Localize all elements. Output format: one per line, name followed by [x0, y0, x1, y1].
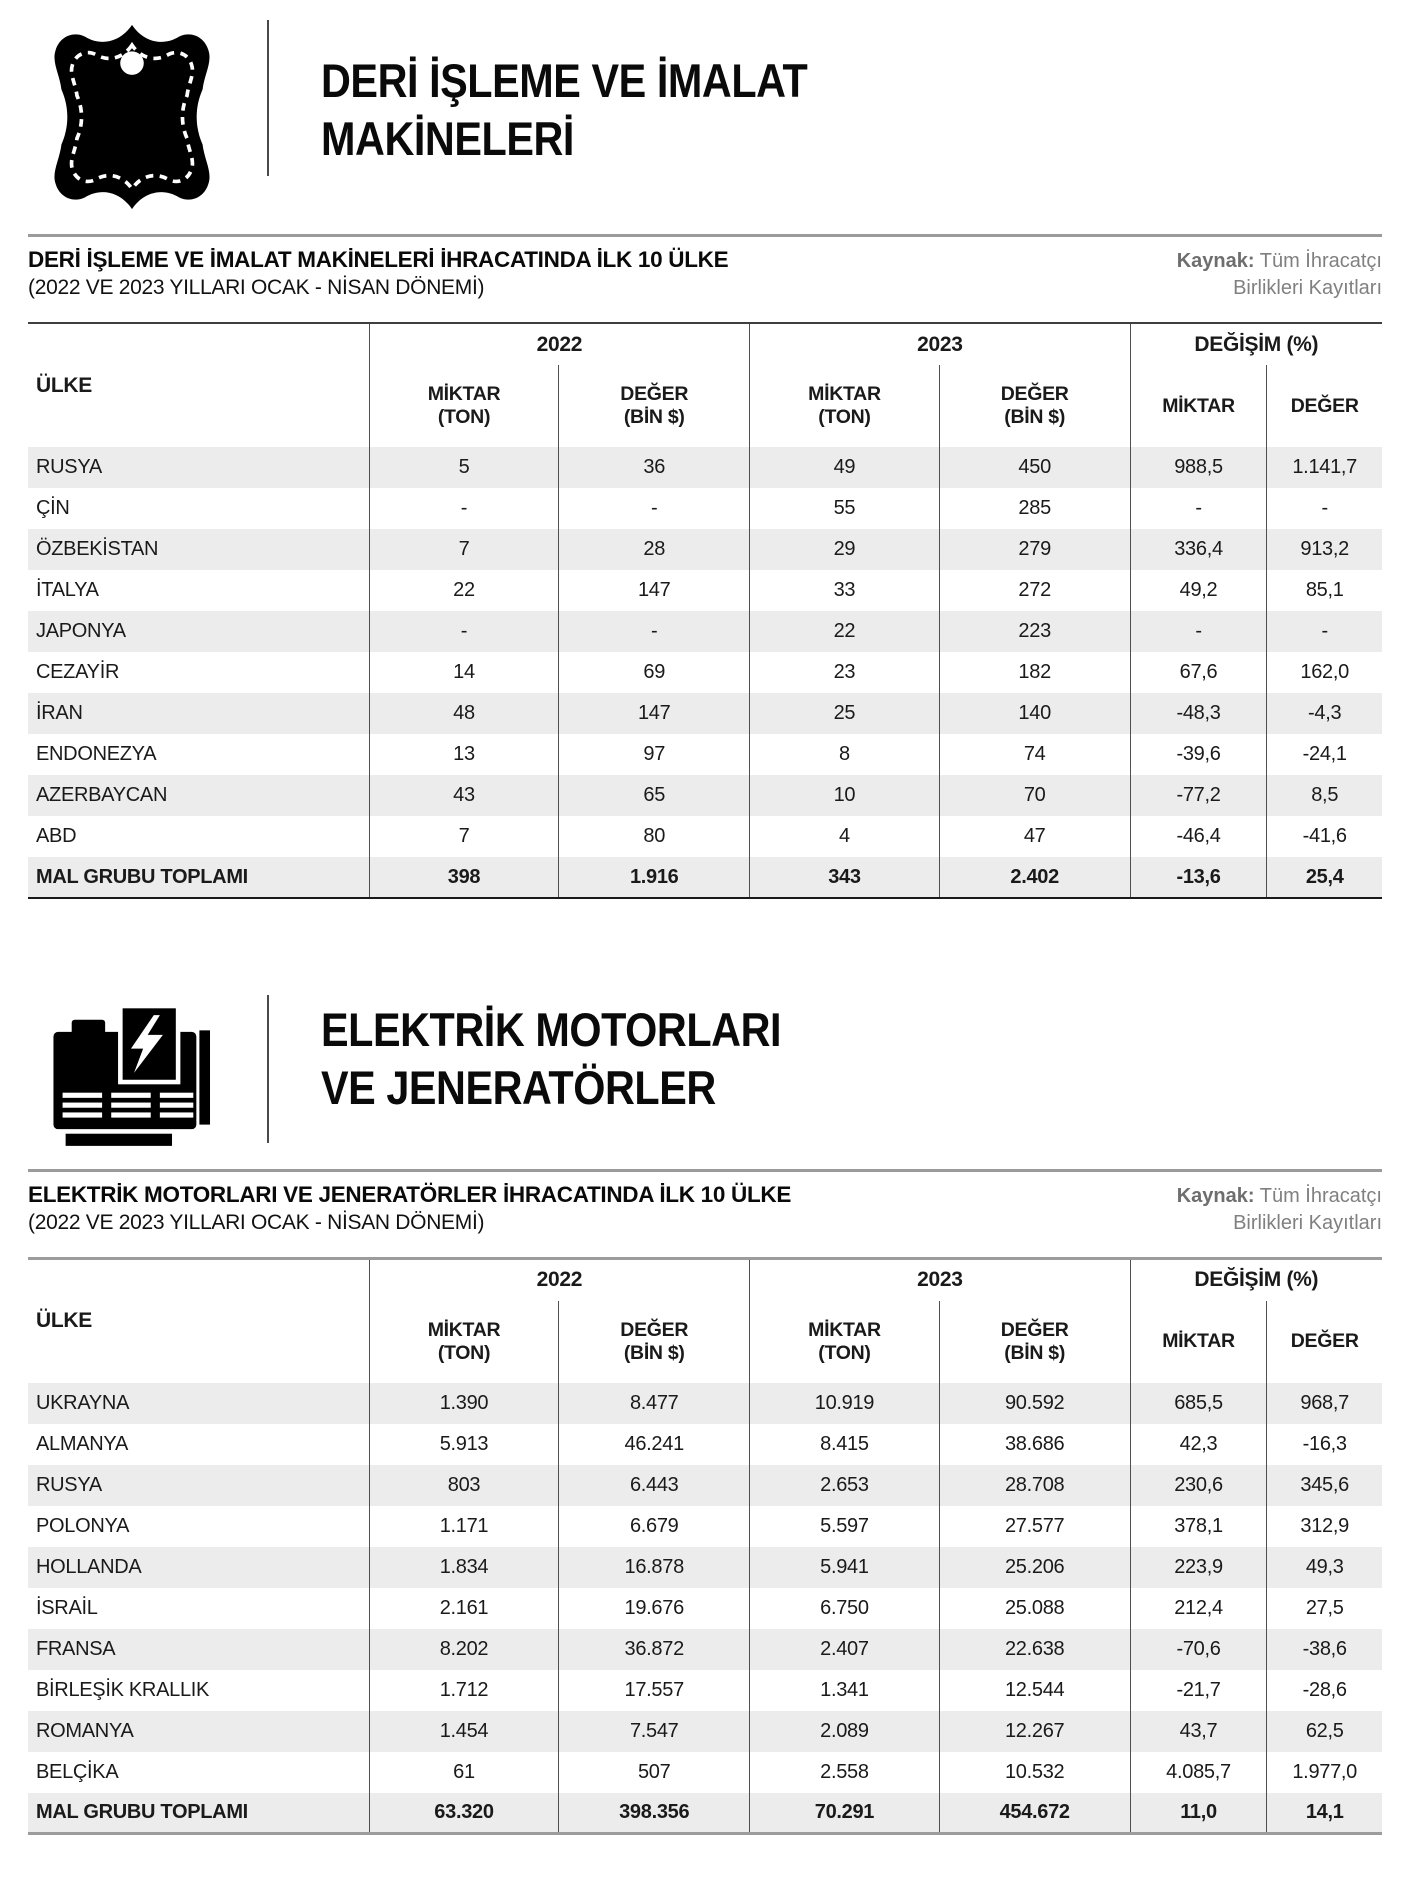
value-cell: 2.407 — [750, 1629, 940, 1670]
divider — [267, 20, 269, 176]
source-label: Kaynak: — [1176, 250, 1255, 272]
value-cell: 450 — [939, 447, 1130, 488]
table-row — [28, 529, 1382, 570]
value-cell: - — [369, 611, 559, 652]
value-cell: - — [1267, 611, 1382, 652]
value-cell: - — [1267, 488, 1382, 529]
section-title — [321, 1001, 781, 1118]
value-cell: 28.708 — [939, 1465, 1130, 1506]
value-cell: 55 — [750, 488, 940, 529]
value-cell: -70,6 — [1130, 1629, 1267, 1670]
value-cell: 12.267 — [939, 1711, 1130, 1752]
value-cell: 25.206 — [939, 1547, 1130, 1588]
country-cell: MAL GRUBU TOPLAMI — [36, 1800, 248, 1823]
value-cell: 10.919 — [750, 1383, 940, 1424]
table-row — [28, 1465, 1382, 1506]
value-cell: 46.241 — [559, 1424, 750, 1465]
value-cell: 16.878 — [559, 1547, 750, 1588]
value-cell: - — [559, 611, 750, 652]
col-header-2023: 2023 — [750, 1259, 1130, 1301]
value-cell: 2.402 — [939, 857, 1130, 898]
table-row — [28, 734, 1382, 775]
value-cell: 507 — [559, 1752, 750, 1793]
table-row — [28, 1588, 1382, 1629]
horizontal-rule — [28, 1169, 1382, 1172]
value-cell: 147 — [559, 570, 750, 611]
source-line1: Tüm İhracatçı — [1259, 1185, 1382, 1207]
value-cell: 19.676 — [559, 1588, 750, 1629]
source-line1: Tüm İhracatçı — [1259, 250, 1382, 272]
value-cell: 12.544 — [939, 1670, 1130, 1711]
value-cell: 22.638 — [939, 1629, 1130, 1670]
export-table-leather — [28, 322, 1382, 899]
table-title: DERİ İŞLEME VE İMALAT MAKİNELERİ İHRACATINDA İLK 10 ÜLKE — [28, 247, 729, 272]
year-header-row — [28, 1259, 1382, 1301]
value-cell: 312,9 — [1267, 1506, 1382, 1547]
value-cell: 49,3 — [1267, 1547, 1382, 1588]
source-note — [1177, 1181, 1382, 1237]
value-cell: -13,6 — [1130, 857, 1267, 898]
value-cell: 147 — [559, 693, 750, 734]
value-cell: -38,6 — [1267, 1629, 1382, 1670]
value-cell: 62,5 — [1267, 1711, 1382, 1752]
value-cell: 8.477 — [559, 1383, 750, 1424]
value-cell: 49,2 — [1130, 570, 1267, 611]
table-row — [28, 1752, 1382, 1793]
value-cell: 5.597 — [750, 1506, 940, 1547]
value-cell: 223 — [939, 611, 1130, 652]
country-cell: ABD — [36, 825, 77, 847]
value-cell: 17.557 — [559, 1670, 750, 1711]
value-cell: 378,1 — [1130, 1506, 1267, 1547]
value-cell: 80 — [559, 816, 750, 857]
value-cell: 74 — [939, 734, 1130, 775]
col-header-qty-2022: MİKTAR (TON) — [369, 1301, 559, 1383]
value-cell: 29 — [750, 529, 940, 570]
value-cell: 279 — [939, 529, 1130, 570]
value-cell: 36 — [559, 447, 750, 488]
value-cell: 22 — [750, 611, 940, 652]
value-cell: 336,4 — [1130, 529, 1267, 570]
value-cell: 968,7 — [1267, 1383, 1382, 1424]
value-cell: 43 — [369, 775, 559, 816]
col-header-2022: 2022 — [369, 1259, 749, 1301]
country-cell: AZERBAYCAN — [36, 784, 168, 806]
value-cell: 42,3 — [1130, 1424, 1267, 1465]
col-header-val-2023: DEĞER (BİN $) — [939, 1301, 1130, 1383]
table-row — [28, 652, 1382, 693]
country-cell: BELÇİKA — [36, 1760, 119, 1783]
value-cell: 14 — [369, 652, 559, 693]
value-cell: 7 — [369, 529, 559, 570]
country-cell: ÇİN — [36, 497, 70, 519]
value-cell: -16,3 — [1267, 1424, 1382, 1465]
value-cell: 8 — [750, 734, 940, 775]
value-cell: 212,4 — [1130, 1588, 1267, 1629]
value-cell: 13 — [369, 734, 559, 775]
value-cell: 803 — [369, 1465, 559, 1506]
col-header-change: DEĞİŞİM (%) — [1130, 323, 1382, 365]
value-cell: 1.454 — [369, 1711, 559, 1752]
value-cell: 43,7 — [1130, 1711, 1267, 1752]
generator-icon — [28, 989, 233, 1155]
table-row — [28, 1629, 1382, 1670]
country-cell: UKRAYNA — [36, 1391, 130, 1414]
col-header-chg-val: DEĞER — [1267, 1301, 1382, 1383]
value-cell: 1.916 — [559, 857, 750, 898]
source-label: Kaynak: — [1176, 1185, 1255, 1207]
value-cell: 36.872 — [559, 1629, 750, 1670]
value-cell: 48 — [369, 693, 559, 734]
value-cell: 2.653 — [750, 1465, 940, 1506]
section-title-line1: DERİ İŞLEME VE İMALAT — [321, 54, 808, 107]
value-cell: 454.672 — [939, 1793, 1130, 1834]
country-cell: JAPONYA — [36, 620, 126, 642]
col-header-val-2022: DEĞER (BİN $) — [559, 1301, 750, 1383]
value-cell: 988,5 — [1130, 447, 1267, 488]
value-cell: 10.532 — [939, 1752, 1130, 1793]
table-row — [28, 816, 1382, 857]
col-header-qty-2023: MİKTAR (TON) — [750, 1301, 940, 1383]
value-cell: -39,6 — [1130, 734, 1267, 775]
table-row — [28, 1506, 1382, 1547]
source-line2: Birlikleri Kayıtları — [1233, 1212, 1382, 1234]
col-header-chg-qty: MİKTAR — [1130, 365, 1267, 447]
value-cell: -24,1 — [1267, 734, 1382, 775]
table-subtitle: (2022 VE 2023 YILLARI OCAK - NİSAN DÖNEMİ) — [28, 276, 485, 300]
value-cell: 6.443 — [559, 1465, 750, 1506]
country-cell: HOLLANDA — [36, 1555, 142, 1578]
table-row — [28, 488, 1382, 529]
table-title: ELEKTRİK MOTORLARI VE JENERATÖRLER İHRACATINDA İLK 10 ÜLKE — [28, 1182, 792, 1207]
col-header-2023: 2023 — [750, 323, 1130, 365]
value-cell: 23 — [750, 652, 940, 693]
col-header-val-2022: DEĞER (BİN $) — [559, 365, 750, 447]
value-cell: -46,4 — [1130, 816, 1267, 857]
value-cell: 33 — [750, 570, 940, 611]
value-cell: 272 — [939, 570, 1130, 611]
leather-hide-icon — [28, 14, 233, 218]
table-row — [28, 611, 1382, 652]
value-cell: 230,6 — [1130, 1465, 1267, 1506]
value-cell: 5.913 — [369, 1424, 559, 1465]
value-cell: -48,3 — [1130, 693, 1267, 734]
table-row — [28, 1670, 1382, 1711]
table-row — [28, 570, 1382, 611]
value-cell: 1.834 — [369, 1547, 559, 1588]
country-cell: ROMANYA — [36, 1719, 134, 1742]
country-cell: İSRAİL — [36, 1596, 98, 1619]
value-cell: 1.712 — [369, 1670, 559, 1711]
source-note — [1177, 246, 1382, 302]
col-header-val-2023: DEĞER (BİN $) — [939, 365, 1130, 447]
horizontal-rule — [28, 234, 1382, 237]
table-row — [28, 447, 1382, 488]
value-cell: 49 — [750, 447, 940, 488]
country-cell: ALMANYA — [36, 1432, 129, 1455]
value-cell: 38.686 — [939, 1424, 1130, 1465]
country-cell: RUSYA — [36, 1473, 102, 1496]
value-cell: 27,5 — [1267, 1588, 1382, 1629]
value-cell: - — [1130, 611, 1267, 652]
value-cell: 8,5 — [1267, 775, 1382, 816]
value-cell: 223,9 — [1130, 1547, 1267, 1588]
table-row — [28, 1711, 1382, 1752]
value-cell: 65 — [559, 775, 750, 816]
value-cell: 25.088 — [939, 1588, 1130, 1629]
value-cell: - — [369, 488, 559, 529]
value-cell: 1.341 — [750, 1670, 940, 1711]
section-header-leather — [28, 14, 1382, 218]
country-cell: BİRLEŞİK KRALLIK — [36, 1678, 210, 1701]
country-cell: FRANSA — [36, 1637, 116, 1660]
value-cell: 97 — [559, 734, 750, 775]
value-cell: 913,2 — [1267, 529, 1382, 570]
value-cell: 11,0 — [1130, 1793, 1267, 1834]
value-cell: 1.171 — [369, 1506, 559, 1547]
value-cell: -41,6 — [1267, 816, 1382, 857]
value-cell: 4.085,7 — [1130, 1752, 1267, 1793]
table-title-block — [28, 1181, 1382, 1237]
value-cell: 5 — [369, 447, 559, 488]
value-cell: 14,1 — [1267, 1793, 1382, 1834]
table-body — [28, 447, 1382, 898]
col-header-country: ÜLKE — [36, 1309, 92, 1333]
value-cell: 7 — [369, 816, 559, 857]
col-header-change: DEĞİŞİM (%) — [1130, 1259, 1382, 1301]
value-cell: 8.415 — [750, 1424, 940, 1465]
country-cell: ENDONEZYA — [36, 743, 157, 765]
value-cell: 61 — [369, 1752, 559, 1793]
section-title-line2: VE JENERATÖRLER — [321, 1061, 716, 1115]
col-header-chg-val: DEĞER — [1267, 365, 1382, 447]
value-cell: 343 — [750, 857, 940, 898]
value-cell: 8.202 — [369, 1629, 559, 1670]
value-cell: 28 — [559, 529, 750, 570]
value-cell: 182 — [939, 652, 1130, 693]
value-cell: 2.089 — [750, 1711, 940, 1752]
value-cell: 22 — [369, 570, 559, 611]
source-line2: Birlikleri Kayıtları — [1233, 277, 1382, 299]
value-cell: 285 — [939, 488, 1130, 529]
value-cell: 67,6 — [1130, 652, 1267, 693]
section-header-generators — [28, 989, 1382, 1155]
value-cell: 27.577 — [939, 1506, 1130, 1547]
value-cell: - — [1130, 488, 1267, 529]
divider — [267, 995, 269, 1143]
table-subtitle: (2022 VE 2023 YILLARI OCAK - NİSAN DÖNEMİ) — [28, 1211, 485, 1235]
value-cell: 47 — [939, 816, 1130, 857]
value-cell: 6.750 — [750, 1588, 940, 1629]
table-row — [28, 1424, 1382, 1465]
col-header-chg-qty: MİKTAR — [1130, 1301, 1267, 1383]
value-cell: 1.977,0 — [1267, 1752, 1382, 1793]
table-row — [28, 1547, 1382, 1588]
country-cell: CEZAYİR — [36, 661, 120, 683]
value-cell: -4,3 — [1267, 693, 1382, 734]
total-row — [28, 857, 1382, 898]
table-title-block — [28, 246, 1382, 302]
year-header-row — [28, 323, 1382, 365]
col-header-qty-2023: MİKTAR (TON) — [750, 365, 940, 447]
total-row — [28, 1793, 1382, 1834]
value-cell: -21,7 — [1130, 1670, 1267, 1711]
value-cell: 162,0 — [1267, 652, 1382, 693]
value-cell: 398.356 — [559, 1793, 750, 1834]
country-cell: MAL GRUBU TOPLAMI — [36, 865, 248, 888]
value-cell: -77,2 — [1130, 775, 1267, 816]
col-header-qty-2022: MİKTAR (TON) — [369, 365, 559, 447]
value-cell: 69 — [559, 652, 750, 693]
value-cell: 1.390 — [369, 1383, 559, 1424]
value-cell: 70.291 — [750, 1793, 940, 1834]
col-header-2022: 2022 — [369, 323, 749, 365]
value-cell: 1.141,7 — [1267, 447, 1382, 488]
export-table-generators — [28, 1257, 1382, 1835]
value-cell: 398 — [369, 857, 559, 898]
value-cell: 90.592 — [939, 1383, 1130, 1424]
value-cell: 4 — [750, 816, 940, 857]
value-cell: 2.558 — [750, 1752, 940, 1793]
value-cell: 5.941 — [750, 1547, 940, 1588]
value-cell: 7.547 — [559, 1711, 750, 1752]
table-row — [28, 775, 1382, 816]
value-cell: 685,5 — [1130, 1383, 1267, 1424]
value-cell: 85,1 — [1267, 570, 1382, 611]
value-cell: 25 — [750, 693, 940, 734]
value-cell: - — [559, 488, 750, 529]
country-cell: RUSYA — [36, 456, 102, 478]
value-cell: 140 — [939, 693, 1130, 734]
country-cell: İTALYA — [36, 579, 99, 601]
country-cell: POLONYA — [36, 1514, 130, 1537]
section-title-line2: MAKİNELERİ — [321, 112, 574, 166]
value-cell: 2.161 — [369, 1588, 559, 1629]
country-cell: ÖZBEKİSTAN — [36, 538, 159, 560]
table-body — [28, 1383, 1382, 1834]
value-cell: 345,6 — [1267, 1465, 1382, 1506]
value-cell: -28,6 — [1267, 1670, 1382, 1711]
country-cell: İRAN — [36, 702, 83, 724]
col-header-country: ÜLKE — [36, 373, 92, 397]
table-row — [28, 693, 1382, 734]
table-row — [28, 1383, 1382, 1424]
section-title-line1: ELEKTRİK MOTORLARI — [321, 1003, 782, 1056]
value-cell: 25,4 — [1267, 857, 1382, 898]
value-cell: 63.320 — [369, 1793, 559, 1834]
value-cell: 6.679 — [559, 1506, 750, 1547]
value-cell: 70 — [939, 775, 1130, 816]
section-title — [321, 52, 807, 169]
value-cell: 10 — [750, 775, 940, 816]
